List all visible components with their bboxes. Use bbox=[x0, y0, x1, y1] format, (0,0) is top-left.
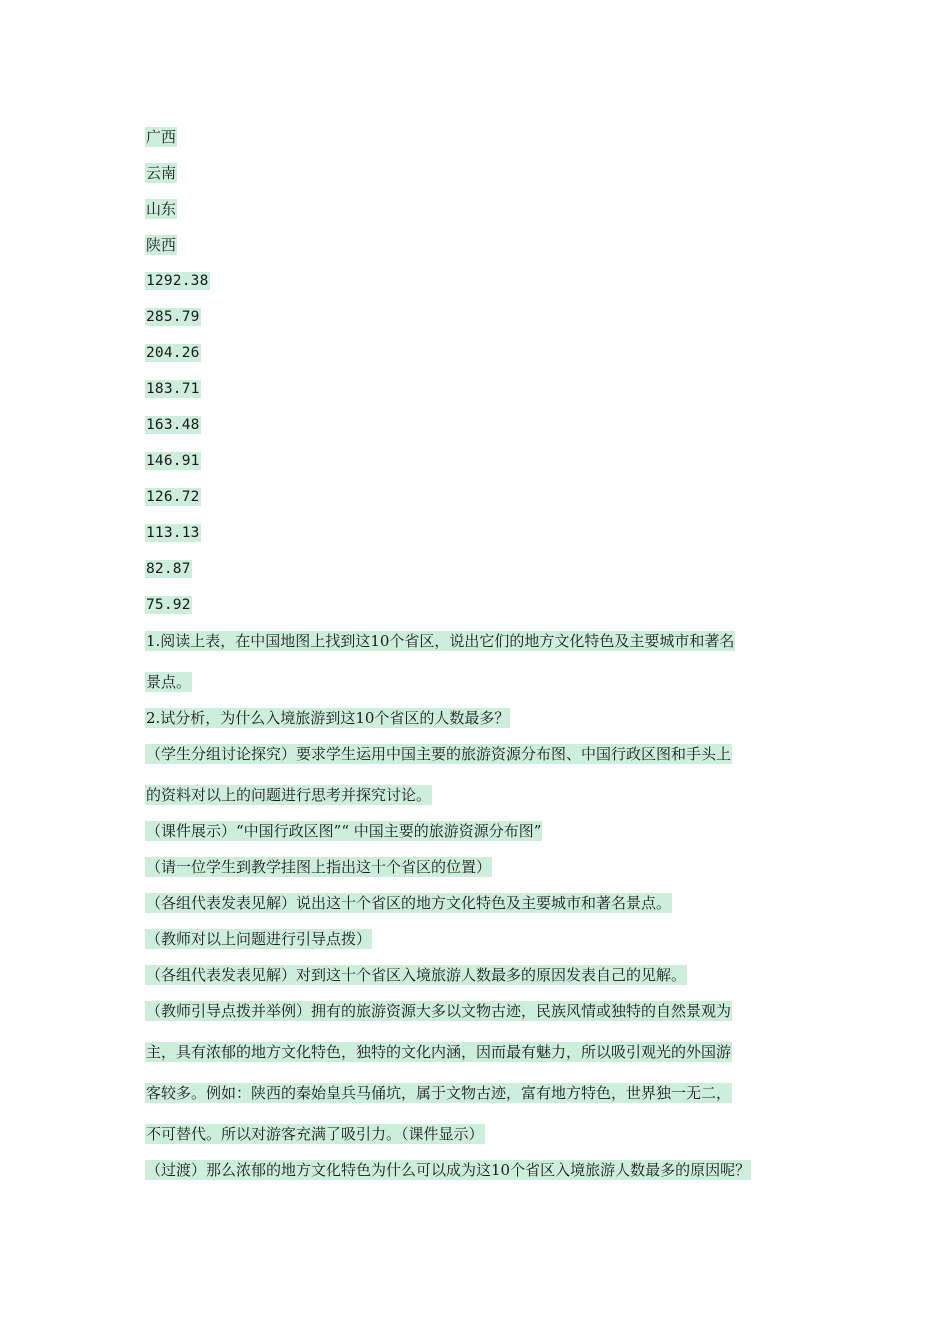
teacher-guide-line bbox=[145, 928, 825, 964]
value-line bbox=[145, 414, 825, 450]
student-map-text: （请一位学生到教学挂图上指出这十个省区的位置） bbox=[146, 858, 492, 876]
value-text: 183.71 bbox=[146, 381, 200, 397]
value-text: 113.13 bbox=[146, 525, 200, 541]
value-line bbox=[145, 342, 825, 378]
value-text: 126.72 bbox=[146, 489, 200, 505]
value-line bbox=[145, 270, 825, 306]
province-text: 云南 bbox=[146, 164, 177, 182]
value-line bbox=[145, 486, 825, 522]
document-body bbox=[145, 126, 825, 1195]
transition-line bbox=[145, 1159, 825, 1195]
courseware-line bbox=[145, 820, 825, 856]
question-1 bbox=[145, 630, 825, 707]
question-1-line-1: 1.阅读上表，在中国地图上找到这10个省区，说出它们的地方文化特色及主要城市和著名 bbox=[146, 632, 735, 650]
value-text: 163.48 bbox=[146, 417, 200, 433]
courseware-text: （课件展示）“中国行政区图”“ 中国主要的旅游资源分布图” bbox=[146, 822, 542, 840]
example-line-3: 客较多。例如：陕西的秦始皇兵马俑坑，属于文物古迹，富有地方特色，世界独一无二， bbox=[146, 1084, 732, 1102]
value-line bbox=[145, 450, 825, 486]
teacher-guide-text: （教师对以上问题进行引导点拨） bbox=[146, 930, 372, 948]
transition-text: （过渡）那么浓郁的地方文化特色为什么可以成为这10个省区入境旅游人数最多的原因呢？ bbox=[146, 1161, 751, 1179]
student-map-line bbox=[145, 856, 825, 892]
province-text: 广西 bbox=[146, 128, 177, 146]
value-text: 204.26 bbox=[146, 345, 200, 361]
value-text: 146.91 bbox=[146, 453, 200, 469]
discussion-paragraph bbox=[145, 743, 825, 820]
group-opinion-text-1: （各组代表发表见解）说出这十个省区的地方文化特色及主要城市和著名景点。 bbox=[146, 894, 672, 912]
province-text: 山东 bbox=[146, 200, 177, 218]
province-line bbox=[145, 234, 825, 270]
group-opinion-line-1 bbox=[145, 892, 825, 928]
question-2-text: 2.试分析，为什么入境旅游到这10个省区的人数最多？ bbox=[146, 709, 510, 727]
example-line-1: （教师引导点拨并举例）拥有的旅游资源大多以文物古迹，民族风情或独特的自然景观为 bbox=[146, 1002, 732, 1020]
province-line bbox=[145, 162, 825, 198]
province-line bbox=[145, 198, 825, 234]
value-line bbox=[145, 522, 825, 558]
value-text: 1292.38 bbox=[146, 273, 209, 289]
province-line bbox=[145, 126, 825, 162]
group-opinion-text-2: （各组代表发表见解）对到这十个省区入境旅游人数最多的原因发表自己的见解。 bbox=[146, 966, 687, 984]
value-line bbox=[145, 594, 825, 630]
question-1-line-2: 景点。 bbox=[146, 673, 192, 691]
discussion-line-2: 的资料对以上的问题进行思考并探究讨论。 bbox=[146, 786, 432, 804]
example-paragraph bbox=[145, 1000, 825, 1159]
province-text: 陕西 bbox=[146, 236, 177, 254]
discussion-line-1: （学生分组讨论探究）要求学生运用中国主要的旅游资源分布图、中国行政区图和手头上 bbox=[146, 745, 732, 763]
group-opinion-line-2 bbox=[145, 964, 825, 1000]
example-line-4: 不可替代。所以对游客充满了吸引力。（课件显示） bbox=[146, 1125, 484, 1143]
value-text: 75.92 bbox=[146, 597, 191, 613]
question-2 bbox=[145, 707, 825, 743]
example-line-2: 主，具有浓郁的地方文化特色，独特的文化内涵，因而最有魅力，所以吸引观光的外国游 bbox=[146, 1043, 732, 1061]
value-text: 285.79 bbox=[146, 309, 200, 325]
value-line bbox=[145, 306, 825, 342]
value-line bbox=[145, 558, 825, 594]
value-text: 82.87 bbox=[146, 561, 191, 577]
value-line bbox=[145, 378, 825, 414]
